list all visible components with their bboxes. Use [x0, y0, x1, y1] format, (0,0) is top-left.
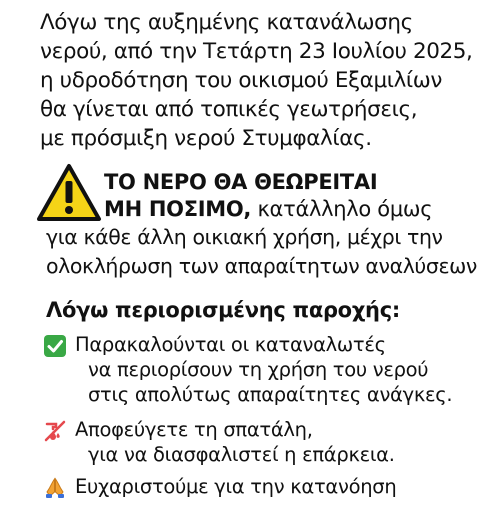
list-item-text [75, 332, 452, 407]
intro-line: νερού, από την Τετάρτη 23 Ιουλίου 2025, [40, 39, 473, 64]
warning-not-potable: ΜΗ ΠΟΣΙΜΟ, [104, 197, 252, 221]
list-item-line: στις απολύτως απαραίτητες ανάγκες. [88, 383, 453, 406]
list-item-line: Παρακαλούνται οι καταναλωτές [75, 333, 386, 356]
list-item-line: Αποφεύγετε τη σπατάλη, [75, 418, 313, 441]
warning-suitable-text: κατάλληλο όμως [251, 197, 433, 221]
intro-line: με πρόσμιξη νερού Στυμφαλίας. [40, 126, 372, 151]
intro-line: Λόγω της αυξημένης κατανάλωσης [40, 10, 413, 35]
list-item-line: να περιορίσουν τη χρήση του νερού [88, 358, 429, 381]
praying-hands-icon [44, 477, 66, 499]
warning-detail-line: για κάθε άλλη οικιακή χρήση, μέχρι την [46, 225, 443, 249]
list-item-text [75, 474, 396, 499]
warning-details [46, 223, 477, 281]
section-title: Λόγω περιορισμένης παροχής: [46, 298, 400, 322]
list-item-line: Ευχαριστούμε για την κατανόηση [75, 475, 397, 498]
list-item-line: για να διασφαλιστεί η επάρκεια. [88, 443, 395, 466]
warning-detail-line: ολοκλήρωση των απαραίτητων αναλύσεων [46, 254, 477, 278]
check-mark-icon [44, 335, 66, 357]
intro-line: θα γίνεται από τοπικές γεωτρήσεις, [40, 97, 418, 122]
list-item-text [75, 417, 395, 467]
warning-line [104, 196, 432, 223]
warning-heading: ΤΟ ΝΕΡΟ ΘΑ ΘΕΩΡΕΙΤΑΙ [104, 170, 378, 194]
intro-line: η υδροδότηση του οικισμού Εξαμιλίων [40, 68, 443, 93]
intro-paragraph [40, 8, 495, 153]
no-water-icon [44, 420, 66, 442]
warning-triangle-icon [36, 163, 102, 223]
